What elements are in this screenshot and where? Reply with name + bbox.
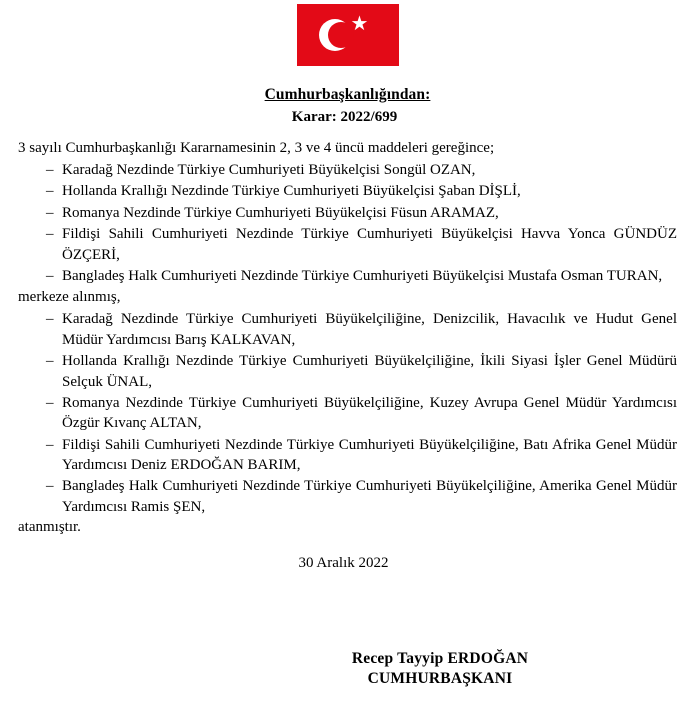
dash-bullet: – [46, 478, 54, 495]
list-item-text: Karadağ Nezdinde Türkiye Cumhuriyeti Büyükelçisi Songül OZAN, [62, 162, 476, 178]
list-item [18, 181, 677, 201]
dash-bullet: – [46, 311, 54, 328]
list-item [18, 266, 677, 286]
appointees-to-list [18, 309, 677, 517]
list-item [18, 160, 677, 180]
document-heading [18, 86, 677, 126]
list-item [18, 435, 677, 476]
dash-bullet: – [46, 183, 54, 200]
list-item [18, 393, 677, 434]
list-item-text: Bangladeş Halk Cumhuriyeti Nezdinde Türkiye Cumhuriyeti Büyükelçiliğine, Amerika Genel Müdür Yardımcısı Ramis ŞEN, [62, 478, 677, 515]
list-item [18, 476, 677, 517]
list-item [18, 203, 677, 223]
document-date: 30 Aralık 2022 [298, 555, 389, 572]
dash-bullet: – [46, 204, 54, 221]
dash-bullet: – [46, 436, 54, 453]
list-item-text: Hollanda Krallığı Nezdinde Türkiye Cumhuriyeti Büyükelçisi Şaban DİŞLİ, [62, 183, 521, 200]
dash-bullet: – [46, 267, 54, 284]
list-item-text: Karadağ Nezdinde Türkiye Cumhuriyeti Büyükelçiliğine, Denizcilik, Havacılık ve Hudut Genel Müdür Yardımcısı Barış KALKAVAN, [62, 311, 677, 348]
signature-block [18, 650, 677, 688]
dash-bullet: – [46, 394, 54, 411]
turkish-flag-icon [297, 4, 399, 66]
document-body [0, 66, 695, 688]
page-title: Cumhurbaşkanlığından: [264, 86, 431, 103]
signatory-name: Recep Tayyip ERDOĞAN [351, 650, 529, 668]
list-item-text: Romanya Nezdinde Türkiye Cumhuriyeti Büyükelçiliğine, Kuzey Avrupa Genel Müdür Yardımcısı Özgür Kıvanç ALTAN, [62, 394, 677, 432]
appointees-from-list [18, 160, 677, 286]
list-item-text: Romanya Nezdinde Türkiye Cumhuriyeti Büyükelçisi Füsun ARAMAZ, [62, 204, 499, 221]
dash-bullet: – [46, 162, 54, 178]
intro-paragraph: 3 sayılı Cumhurbaşkanlığı Kararnamesinin 2, 3 ve 4 üncü maddeleri gereğince; [18, 140, 495, 156]
signatory-role: CUMHURBAŞKANI [367, 670, 513, 688]
list-item [18, 309, 677, 350]
emblem-area [0, 0, 695, 66]
closing-text: atanmıştır. [18, 519, 81, 536]
decision-number: Karar: 2022/699 [291, 109, 398, 125]
dash-bullet: – [46, 353, 54, 370]
list-item [18, 351, 677, 392]
dash-bullet: – [46, 226, 54, 243]
list-item-text: Hollanda Krallığı Nezdinde Türkiye Cumhuriyeti Büyükelçiliğine, İkili Siyasi İşler Genel Müdürü Selçuk ÜNAL, [62, 353, 677, 390]
list-item-text: Bangladeş Halk Cumhuriyeti Nezdinde Türkiye Cumhuriyeti Büyükelçisi Mustafa Osman TURAN, [62, 267, 663, 284]
middle-text: merkeze alınmış, [18, 289, 121, 306]
list-item-text: Fildişi Sahili Cumhuriyeti Nezdinde Türkiye Cumhuriyeti Büyükelçiliğine, Batı Afrika Genel Müdür Yardımcısı Deniz ERDOĞAN BARIM, [62, 436, 677, 474]
list-item-text: Fildişi Sahili Cumhuriyeti Nezdinde Türkiye Cumhuriyeti Büyükelçisi Havva Yonca GÜNDÜZ ÖZÇERİ, [62, 226, 677, 263]
list-item [18, 224, 677, 265]
